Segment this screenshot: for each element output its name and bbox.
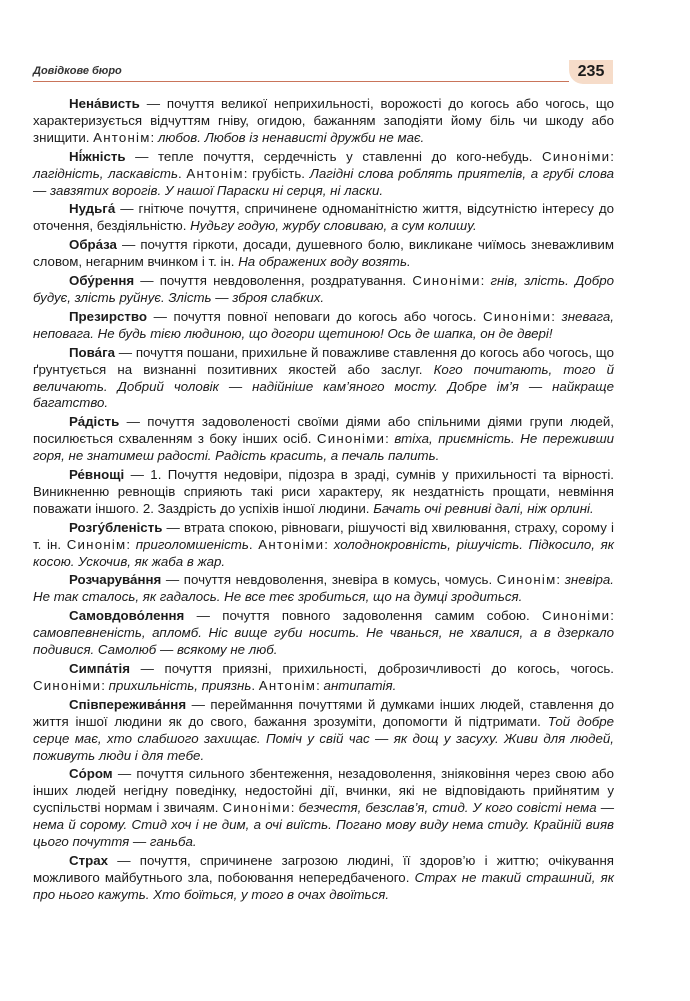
entry-term: Розчарува́ння: [69, 572, 162, 588]
entry-example: любов. Любов із ненависті дружби не має.: [157, 129, 425, 145]
dictionary-entry: [33, 661, 614, 695]
entry-text: — перейманння почуттями й думками інших людей, ставлення до життя іншої людини як до свого, бажання зрозуміти, допомогти й підтримати.: [33, 696, 614, 729]
dictionary-entry: [33, 96, 614, 147]
entry-text: .: [251, 677, 259, 693]
entry-term: Пова́га: [69, 344, 116, 360]
entry-text: :: [324, 536, 334, 552]
entry-label: Антонім: [186, 165, 244, 181]
entry-label: Антоніми: [258, 536, 325, 552]
entry-term: Нудьга́: [69, 201, 116, 217]
entry-text: — почуття, спричинене загрозою людині, її здоров’ю і життю; очікування можливого майбутнього зла, побоювання непередбаченого.: [33, 852, 614, 885]
entry-text: : грубість.: [243, 165, 310, 181]
dictionary-entry: [33, 273, 614, 307]
entry-example: гнів, злість. Добро будує, злість руйнує. Злість — зброя слабких.: [33, 273, 614, 305]
entry-example: Бачать очі ревниві далі, ніж орлині.: [373, 500, 594, 516]
entry-label: Синонім: [496, 572, 557, 588]
entry-example: На ображених воду возять.: [238, 254, 411, 270]
entry-text: .: [177, 165, 187, 181]
entry-example: Кого почитають, того й величають. Добрий чоловік — надійніше кам’яного мосту. Добре ім’я — найкраще багатство.: [33, 361, 614, 411]
entry-text: :: [480, 273, 491, 289]
entry-text: — почуття задоволеності своїми діями або спільними діями групи людей, посилюється схваленням з боку інших осіб.: [33, 414, 614, 447]
dictionary-entry: [33, 467, 614, 518]
entry-example: зневага, неповага. Не будь тією людиною, що догори щетиною! Ось де шапка, он де двері!: [33, 308, 614, 341]
dictionary-entry: [33, 414, 614, 465]
entry-text: :: [610, 608, 614, 624]
entry-example: лагідність, ласкавість: [33, 165, 178, 181]
entry-term: Страх: [69, 852, 109, 868]
entry-term: Розгу́бленість: [69, 519, 163, 535]
dictionary-entry: [33, 520, 614, 571]
entry-label: Синоніми: [542, 608, 611, 624]
entry-example: холоднокровність, рішучість. Підкосило, як косою. Ускочив, як жаба в жар.: [33, 536, 615, 569]
entry-text: — почуття пошани, прихильне й поважливе ставлення до когось або чогось, що ґрунтується на визнанні позитивних якостей або заслуг.: [33, 344, 614, 377]
entry-term: Презирство: [69, 308, 148, 324]
entry-text: — почуття гіркоти, досади, душевного болю, викликане чиїмось зневажливим словом, негарним вчинком і т. ін.: [33, 237, 614, 270]
entry-label: Антонім: [258, 677, 317, 693]
entry-text: :: [126, 536, 136, 552]
dictionary-entry: [33, 766, 614, 851]
entry-label: Синоніми: [316, 431, 386, 447]
entry-example: безчестя, безслав’я, стид. У кого совісті нема — нема й сорому. Стид хоч і не дим, а очі виїсть. Погано мову виду нема стиду. Крайній вияв цього почуття — ганьба.: [33, 800, 615, 850]
entry-label: Синоніми: [483, 308, 552, 324]
dictionary-entry: [33, 345, 614, 413]
dictionary-entry: [33, 201, 614, 235]
entry-text: :: [150, 129, 158, 145]
entry-term: Симпа́тія: [69, 661, 131, 676]
entry-text: — почуття невдоволення, зневіра в комусь, чомусь.: [161, 572, 497, 588]
entry-text: — втрата спокою, рівноваги, рішучості від хвилювання, страху, сорому і т. ін.: [33, 519, 614, 552]
entry-text: — почуття невдоволення, роздратування.: [134, 273, 413, 289]
entry-term: Ні́жність: [69, 148, 126, 164]
entry-text: — тепле почуття, сердечність у ставленні до кого-небудь.: [125, 148, 543, 164]
dictionary-entry: [33, 149, 614, 200]
dictionary-entry: [33, 608, 614, 659]
entry-text: — почуття сильного збентеження, незадоволення, зніяковіння через свою або інших людей негідну поведінку, недостойні дії, вчинки, які не відповідають прийнятим у суспільстві нормам і звичаям.: [33, 766, 614, 816]
entry-example: втіха, приємність. Не переживши горя, не знатимеш радості. Радість красить, а печаль палить.: [33, 431, 615, 464]
entry-example: Нудьгу годую, журбу словиваю, а сум колишу.: [190, 218, 477, 234]
entry-term: Співпережива́ння: [69, 696, 187, 712]
section-title: Довідкове бюро: [33, 65, 122, 77]
entry-term: Со́ром: [69, 766, 113, 782]
entry-example: антипатія.: [323, 677, 397, 693]
entry-term: Нена́висть: [69, 96, 140, 111]
dictionary-entry: [33, 309, 614, 343]
entry-example: приголомшеність: [135, 536, 249, 552]
entry-text: :: [316, 677, 324, 693]
entry-label: Синоніми: [222, 800, 291, 816]
entry-example: Лагідні слова роблять приятелів, а грубі слова — завзятих ворогів. У нашої Параски ні серця, ні ласки.: [33, 165, 614, 198]
entry-term: Ра́дість: [69, 414, 120, 430]
entry-text: — почуття повної неповаги до когось або чогось.: [147, 308, 484, 324]
entry-text: :: [556, 572, 565, 588]
entry-text: :: [101, 677, 109, 693]
entry-example: Той добре серце має, хто слабшого захищає. Поміч у свій час — як дощ у засуху. Живи для людей, поживуть люди і для тебе.: [33, 713, 614, 763]
entry-example: прихильність, приязнь: [108, 677, 252, 693]
entry-label: Синоніми: [542, 148, 611, 164]
entry-text: — гнітюче почуття, спричинене одноманітністю життя, відсутністю інтересу до оточення, бездіяльністю.: [33, 201, 614, 234]
entry-text: — почуття приязні, прихильності, доброзичливості до когось, чогось.: [130, 661, 614, 676]
dictionary-entry: [33, 237, 614, 271]
entry-text: :: [290, 800, 299, 816]
entry-text: :: [551, 308, 562, 324]
entry-example: самовпевненість, апломб. Ніс вище губи носить. Не чванься, не хвалися, а в дзеркало подивися. Самолюб — всякому не люб.: [33, 625, 614, 658]
dictionary-entries: [33, 96, 614, 906]
entry-text: .: [248, 536, 259, 552]
entry-example: Страх не такий страшний, як про нього кажуть. Хто боїться, у того в очах двоїться.: [33, 869, 614, 902]
page-header: [33, 60, 613, 84]
entry-text: :: [610, 148, 614, 164]
entry-label: Антонім: [93, 129, 151, 145]
entry-example: зневіра. Не так сталось, як гадалось. Не все теє зробиться, що на думці зродиться.: [33, 572, 614, 605]
entry-text: — почуття великої неприхильності, ворожості до когось або чогось, що характеризується відчуттям гніву, огидою, бажанням заподіяти йому біль чи шкоду або знищити.: [33, 96, 614, 145]
header-divider: [33, 81, 569, 82]
entry-label: Синонім: [66, 536, 127, 552]
entry-text: :: [385, 431, 395, 447]
page-number: 235: [569, 60, 613, 84]
entry-term: Самовдово́лення: [69, 608, 185, 624]
dictionary-entry: [33, 697, 614, 765]
entry-text: — почуття повного задоволення самим собою.: [184, 608, 543, 624]
dictionary-entry: [33, 853, 614, 904]
entry-term: Ре́внощі: [69, 467, 125, 483]
entry-term: Обра́за: [69, 237, 117, 253]
dictionary-entry: [33, 572, 614, 606]
entry-label: Синоніми: [412, 273, 481, 289]
entry-label: Синоніми: [33, 677, 102, 693]
entry-text: — 1. Почуття недовіри, підозра в зраді, сумнів у прихильності та вірності. Виникненню ревнощів сприяють такі риси характеру, як нездатність прощати, невміння поважати іншого. 2. Заздрість до успіхів іншої людини.: [33, 467, 614, 516]
entry-term: Обу́рення: [69, 273, 135, 289]
